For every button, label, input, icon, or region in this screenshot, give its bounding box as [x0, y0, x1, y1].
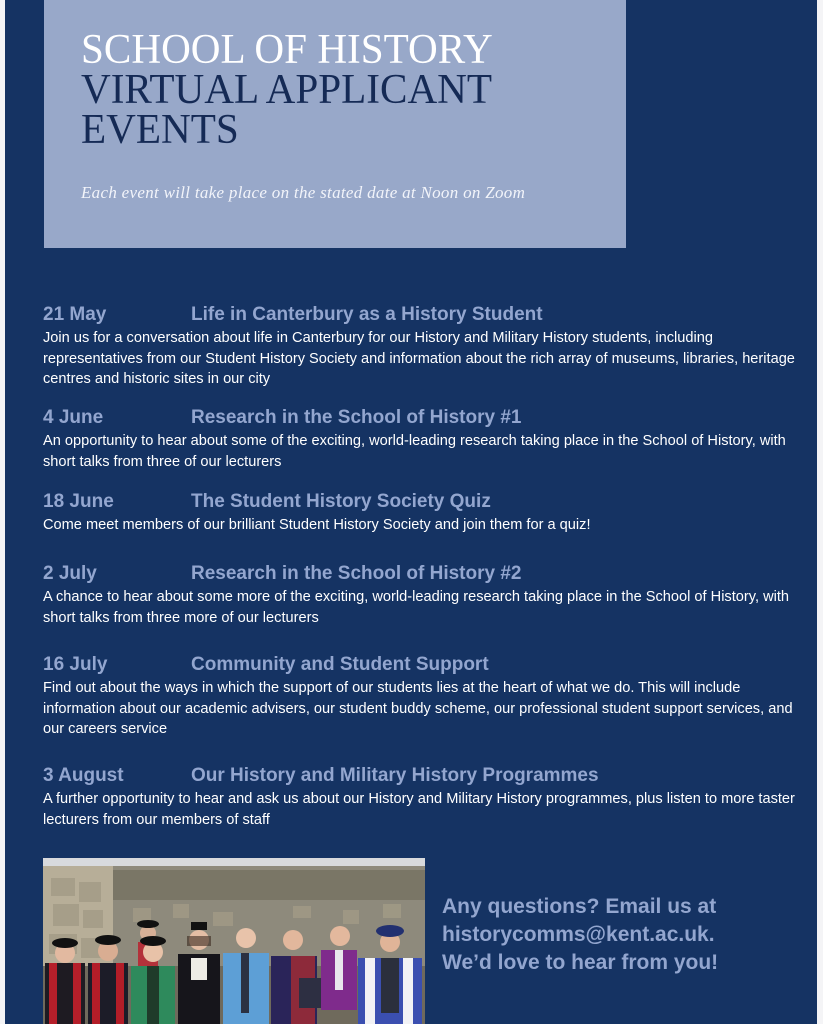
page-title: [81, 27, 493, 153]
event-date: 18 June: [43, 491, 114, 512]
event-heading: [43, 303, 803, 327]
subtitle: Each event will take place on the stated date at Noon on Zoom: [81, 183, 526, 202]
event-title: Community and Student Support: [191, 654, 489, 675]
poster: [5, 0, 817, 1024]
contact-email-link[interactable]: historycomms@kent.ac.uk.: [442, 923, 715, 946]
header-box: [44, 0, 626, 248]
event-date: 21 May: [43, 304, 107, 325]
event-item: [43, 303, 803, 390]
event-description: Find out about the ways in which the support of our students lies at the heart of what we do. This will include information about our academic advisers, our student buddy scheme, our professional student support services, and our careers service: [43, 680, 793, 737]
event-date: 3 August: [43, 765, 124, 786]
event-title: Our History and Military History Programmes: [191, 765, 599, 786]
event-heading: [43, 653, 803, 677]
event-title: Research in the School of History #1: [191, 407, 522, 428]
title-line-3: EVENTS: [81, 107, 239, 153]
contact-line-3: We’d love to hear from you!: [442, 951, 719, 974]
event-description: An opportunity to hear about some of the exciting, world-leading research taking place in the School of History, with short talks from three of our lecturers: [43, 433, 786, 470]
event-item: [43, 562, 803, 628]
event-heading: [43, 562, 803, 586]
event-title: Research in the School of History #2: [191, 563, 522, 584]
event-description: A chance to hear about some more of the exciting, world-leading research taking place in the School of History, with short talks from three more of our lecturers: [43, 589, 790, 626]
event-item: [43, 653, 803, 740]
group-photo: [43, 858, 425, 1024]
contact-line-1: Any questions? Email us at: [442, 895, 717, 918]
event-description: A further opportunity to hear and ask us about our History and Military History programmes, plus listen to more taster lecturers from our members of staff: [43, 791, 795, 828]
event-item: [43, 490, 803, 536]
event-date: 16 July: [43, 654, 108, 675]
event-heading: [43, 764, 803, 788]
event-item: [43, 406, 803, 472]
group-photo-illustration: [43, 858, 425, 1024]
contact-message: [442, 893, 812, 977]
event-heading: [43, 490, 803, 514]
event-date: 4 June: [43, 407, 104, 428]
title-line-2: VIRTUAL APPLICANT: [81, 67, 493, 113]
event-description: Come meet members of our brilliant Student History Society and join them for a quiz!: [43, 517, 591, 533]
title-line-1: SCHOOL OF HISTORY: [81, 27, 493, 73]
event-description: Join us for a conversation about life in Canterbury for our History and Military History students, including representatives from our Student History Society and information about the rich array of museums, libraries, heritage centres and historic sites in our city: [43, 330, 795, 387]
event-date: 2 July: [43, 563, 97, 584]
event-title: Life in Canterbury as a History Student: [191, 304, 543, 325]
event-heading: [43, 406, 803, 430]
event-title: The Student History Society Quiz: [191, 491, 491, 512]
event-item: [43, 764, 803, 830]
